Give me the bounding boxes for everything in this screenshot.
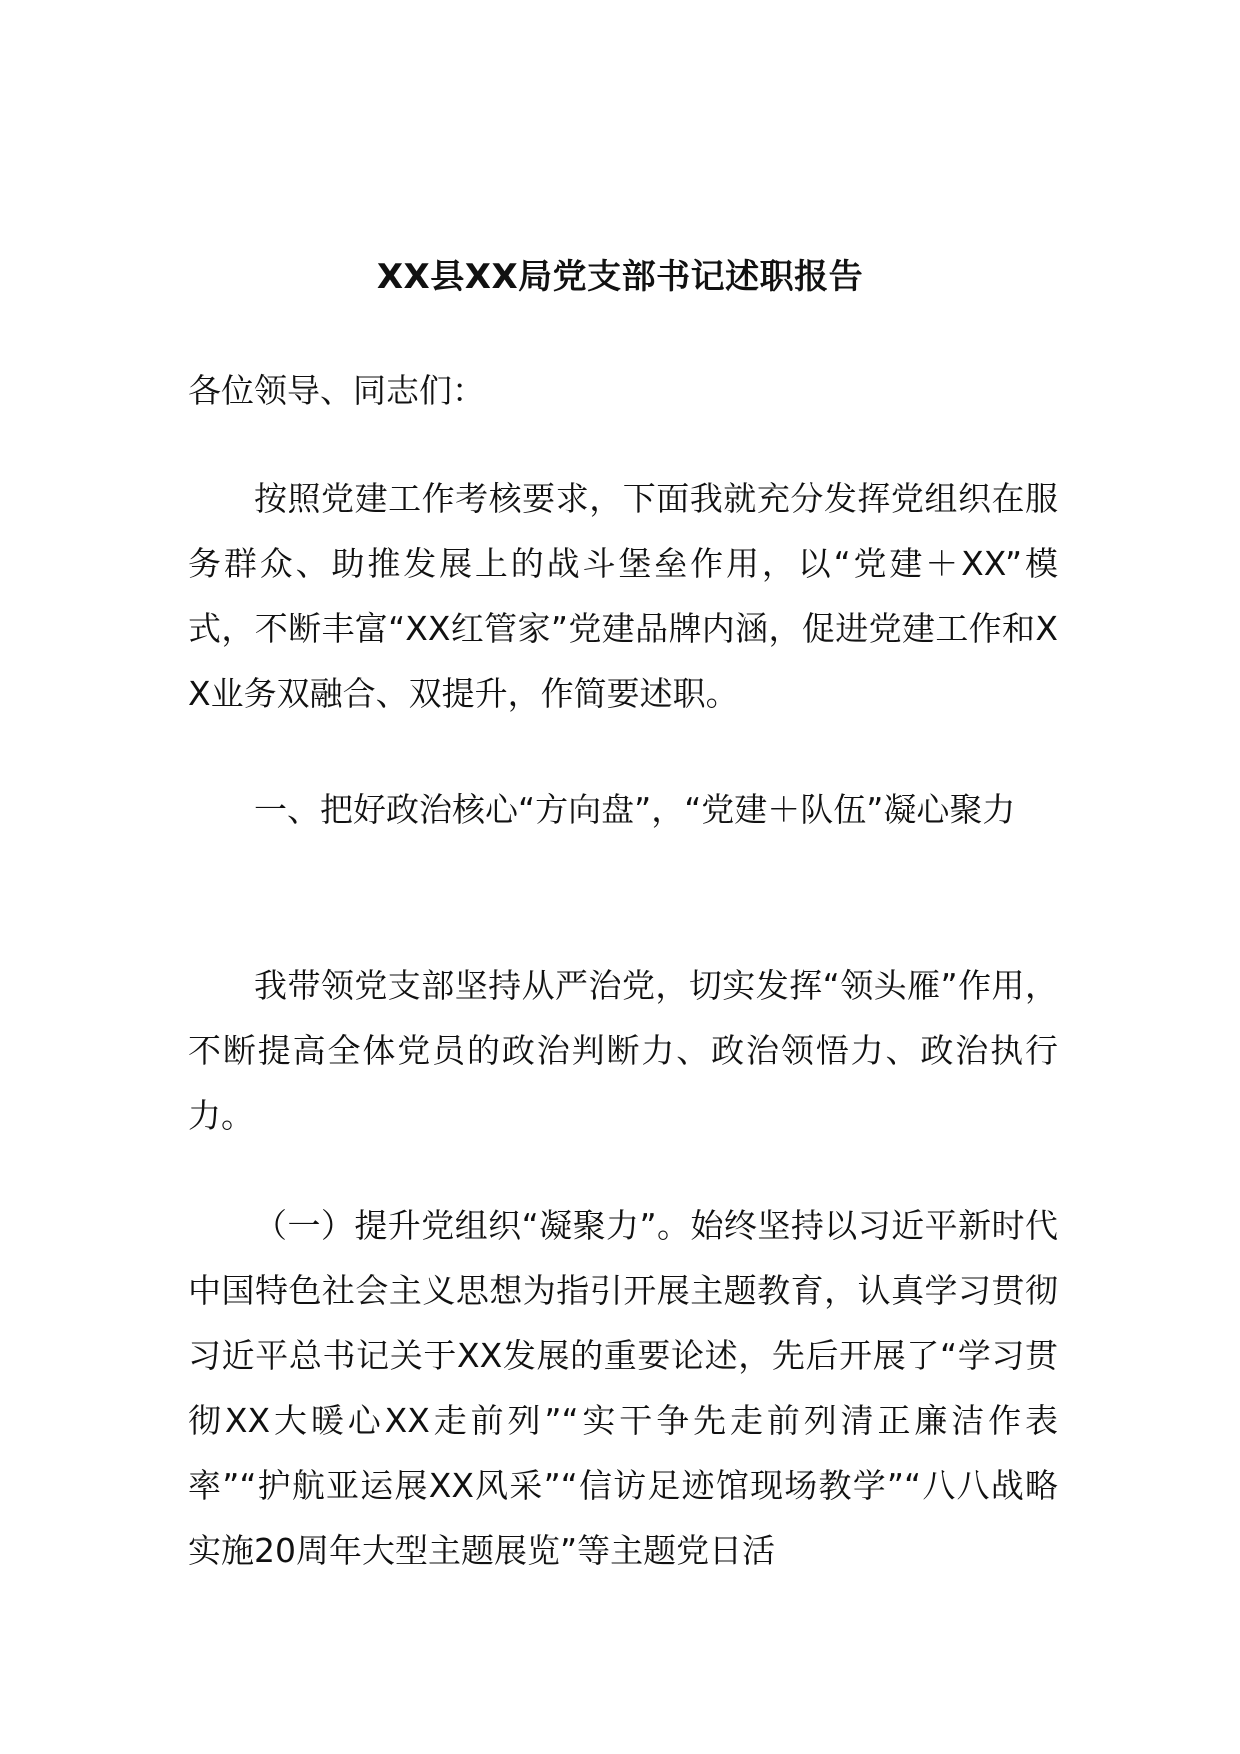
intro-paragraph: 按照党建工作考核要求，下面我就充分发挥党组织在服务群众、助推发展上的战斗堡垒作用，以“党建＋XX”模式，不断丰富“XX红管家”党建品牌内涵，促进党建工作和XX业务双融合、双提升，作简要述职。 [188, 479, 1058, 713]
subsection-paragraph: （一）提升党组织“凝聚力”。始终坚持以习近平新时代中国特色社会主义思想为指引开展主题教育，认真学习贯彻习近平总书记关于XX发展的重要论述，先后开展了“学习贯彻XX大暖心XX走前列”“实干争先走前列清正廉洁作表率”“护航亚运展XX风采”“信访足迹馆现场教学”“八八战略实施20周年大型主题展览”等主题党日活 [188, 1206, 1058, 1570]
section-heading: 一、把好政治核心“方向盘”，“党建＋队伍”凝心聚力 [254, 790, 1016, 829]
section-body-paragraph: 我带领党支部坚持从严治党，切实发挥“领头雁”作用，不断提高全体党员的政治判断力、政治领悟力、政治执行力。 [188, 966, 1058, 1135]
document-title: XX县XX局党支部书记述职报告 [376, 257, 864, 297]
salutation: 各位领导、同志们： [188, 371, 485, 410]
